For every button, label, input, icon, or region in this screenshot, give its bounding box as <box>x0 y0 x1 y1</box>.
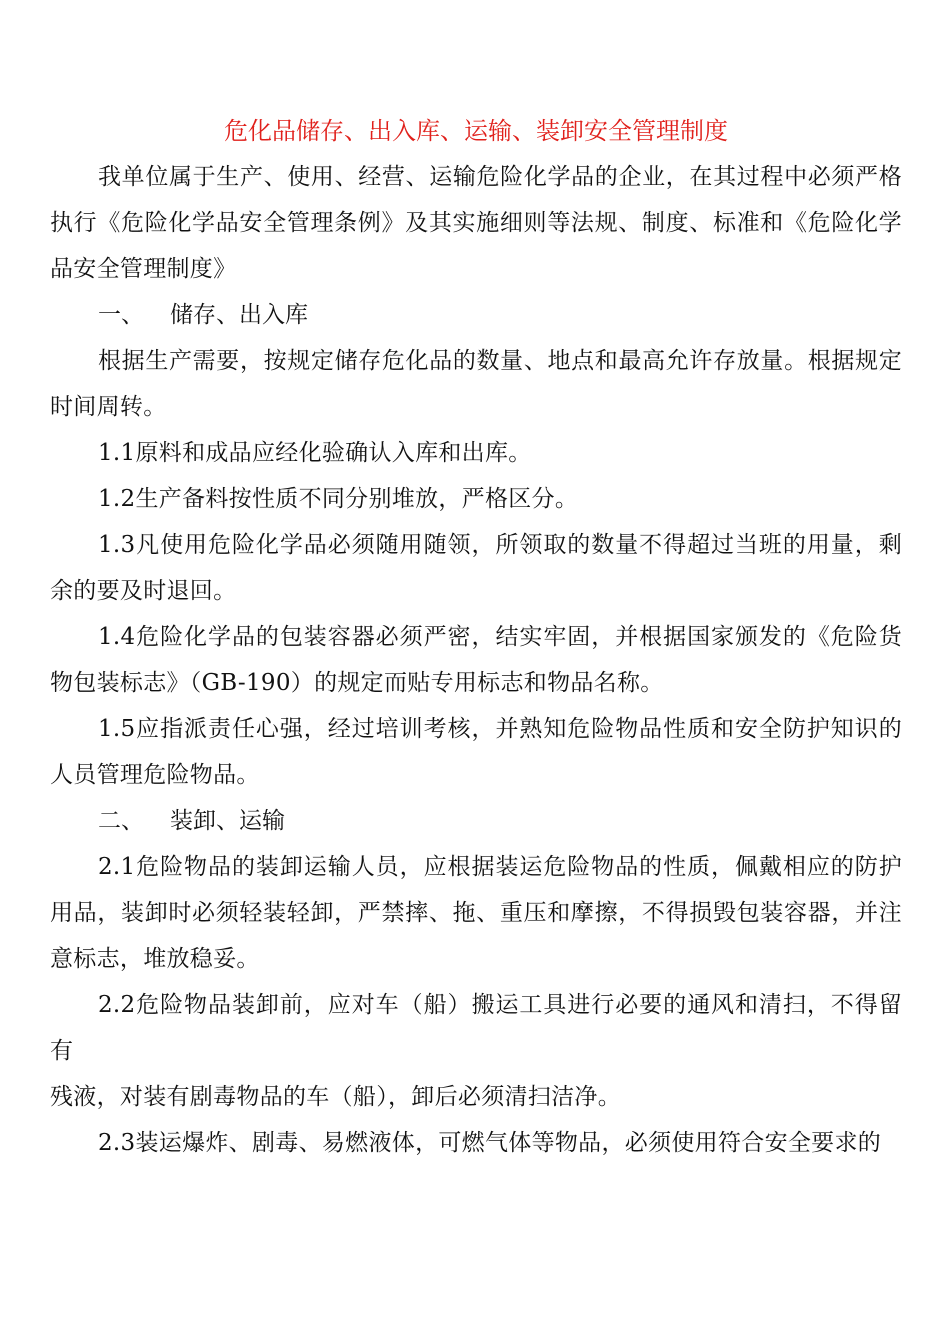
section-1-number: 一、 <box>98 302 144 328</box>
item-2-2: 2.2危险物品装卸前，应对车（船）搬运工具进行必要的通风和清扫，不得留有 <box>50 992 902 1064</box>
item-1-4: 1.4危险化学品的包装容器必须严密，结实牢固，并根据国家颁发的《危险货物包装标志》（GB-190）的规定而贴专用标志和物品名称。 <box>50 624 902 696</box>
section-2-title: 装卸、运输 <box>170 808 285 834</box>
item-1-5: 1.5应指派责任心强，经过培训考核，并熟知危险物品性质和安全防护知识的人员管理危险物品。 <box>50 716 902 788</box>
section-1-heading <box>50 292 902 338</box>
intro-paragraph: 我单位属于生产、使用、经营、运输危险化学品的企业，在其过程中必须严格执行《危险化学品安全管理条例》及其实施细则等法规、制度、标准和《危险化学品安全管理制度》 <box>50 164 902 282</box>
section-1-intro: 根据生产需要，按规定储存危化品的数量、地点和最高允许存放量。根据规定时间周转。 <box>50 348 902 420</box>
item-2-2-continued: 残液，对装有剧毒物品的车（船），卸后必须清扫洁净。 <box>50 1084 621 1110</box>
item-1-3: 1.3凡使用危险化学品必须随用随领，所领取的数量不得超过当班的用量，剩余的要及时退回。 <box>50 532 902 604</box>
item-1-1: 1.1原料和成品应经化验确认入库和出库。 <box>98 440 532 466</box>
section-2-heading <box>50 798 902 844</box>
item-1-2: 1.2生产备料按性质不同分别堆放，严格区分。 <box>98 486 579 512</box>
section-1-title: 储存、出入库 <box>170 302 308 328</box>
document-page <box>50 108 902 1166</box>
section-2-number: 二、 <box>98 808 144 834</box>
item-2-1: 2.1危险物品的装卸运输人员，应根据装运危险物品的性质，佩戴相应的防护用品，装卸时必须轻装轻卸，严禁摔、拖、重压和摩擦，不得损毁包装容器，并注意标志，堆放稳妥。 <box>50 854 902 972</box>
document-title: 危化品储存、出入库、运输、装卸安全管理制度 <box>224 117 728 145</box>
item-2-3: 2.3装运爆炸、剧毒、易燃液体，可燃气体等物品，必须使用符合安全要求的 <box>98 1130 882 1156</box>
